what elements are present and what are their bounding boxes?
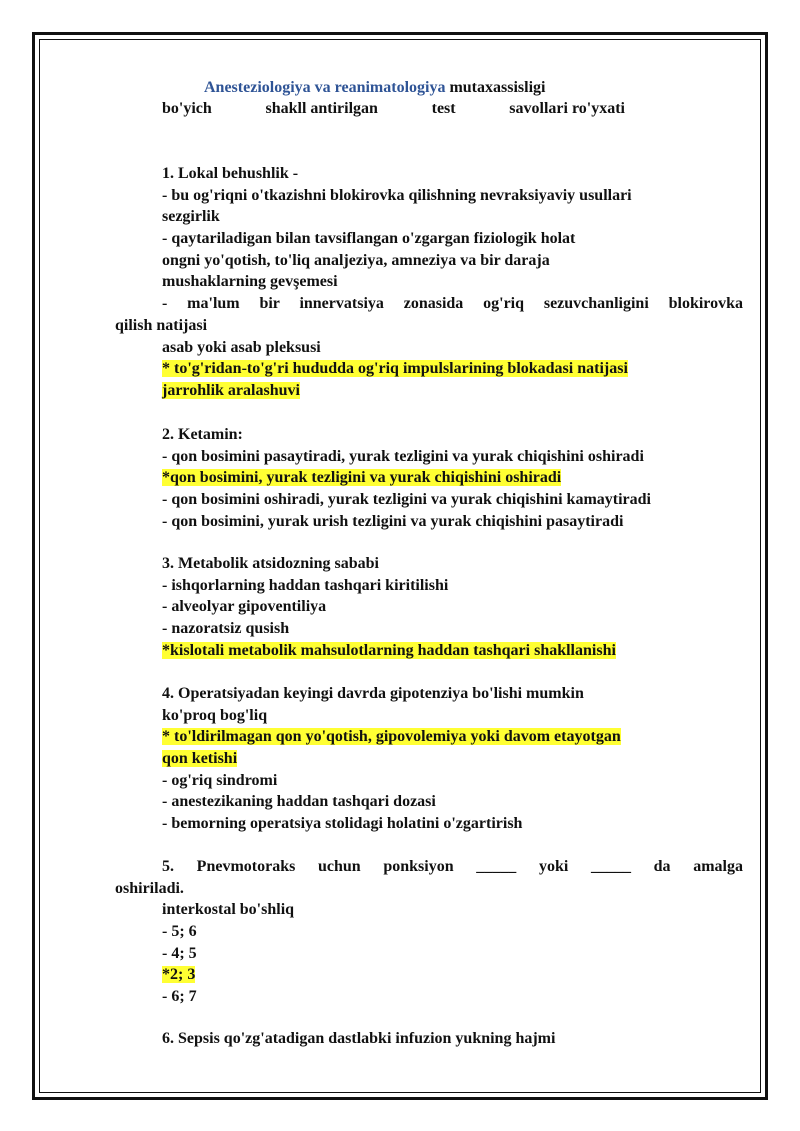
answer-option: - ishqorlarning haddan tashqari kiritilishi (162, 576, 449, 594)
correct-answer: *kislotali metabolik mahsulotlarning haddan tashqari shakllanishi (162, 641, 616, 659)
question-1 (115, 163, 743, 402)
question-title: 5. Pnevmotoraks uchun ponksiyon _____ yoki _____ da amalga (162, 858, 743, 875)
answer-option: - qon bosimini pasaytiradi, yurak tezligini va yurak chiqishini oshiradi (162, 447, 644, 465)
subtitle-word: bo'yich (162, 100, 212, 117)
question-title-cont: ko'proq bog'liq (162, 706, 268, 724)
title-rest: mutaxassisligi (449, 79, 546, 96)
question-title: 2. Ketamin: (162, 426, 243, 443)
correct-answer: *qon bosimini, yurak tezligini va yurak chiqishini oshiradi (162, 469, 562, 487)
question-3 (115, 553, 743, 661)
question-title: 6. Sepsis qo'zg'atadigan dastlabki infuzion yukning hajmi (162, 1030, 556, 1047)
answer-option: - anestezikaning haddan tashqari dozasi (162, 793, 436, 811)
answer-option: - qon bosimini, yurak urish tezligini va yurak chiqishini pasaytiradi (162, 512, 624, 530)
answer-option: - nazoratsiz qusish (162, 620, 290, 638)
answer-option-cont: mushaklarning gevşemesi (162, 273, 338, 291)
question-title-cont: oshiriladi. (115, 879, 184, 897)
answer-option: - bemorning operatsiya stolidagi holatini o'zgartirish (162, 815, 523, 833)
correct-answer: * to'ldirilmagan qon yo'qotish, gipovolemiya yoki davom etayotgan (162, 728, 621, 746)
question-2 (115, 424, 743, 532)
subtitle-word: shakll antirilgan (265, 100, 378, 117)
answer-option: - alveolyar gipoventiliya (162, 598, 327, 616)
title-specialty: Anesteziologiya va reanimatologiya (204, 79, 446, 96)
question-title: 3. Metabolik atsidozning sababi (162, 555, 379, 572)
answer-option: - qaytariladigan bilan tavsiflangan o'zgargan fiziologik holat (162, 230, 576, 248)
question-title: 4. Operatsiyadan keyingi davrda gipotenziya bo'lishi mumkin (162, 685, 584, 702)
question-4 (115, 683, 743, 835)
answer-option-cont: ongni yo'qotish, to'liq analjeziya, amneziya va bir daraja (162, 251, 550, 269)
subtitle-word: test (431, 100, 456, 117)
answer-option: - 4; 5 (162, 944, 197, 962)
answer-option: - ma'lum bir innervatsiya zonasida og'riq sezuvchanligini blokirovka (162, 295, 743, 313)
answer-option-cont: sezgirlik (162, 208, 220, 226)
correct-answer-cont: qon ketishi (162, 750, 238, 768)
correct-answer: * to'g'ridan-to'g'ri hududda og'riq impulslarining blokadasi natijasi (162, 360, 628, 378)
answer-option-cont: asab yoki asab pleksusi (162, 338, 321, 356)
answer-option-cont: qilish natijasi (115, 316, 208, 334)
answer-option: - og'riq sindromi (162, 771, 278, 789)
question-title: 1. Lokal behushlik - (162, 165, 299, 182)
answer-option: - 6; 7 (162, 988, 197, 1006)
answer-option: - bu og'riqni o'tkazishni blokirovka qilishning nevraksiyaviy usullari (162, 186, 632, 204)
document-title (204, 79, 545, 97)
document-subtitle (162, 100, 625, 118)
question-5 (115, 856, 743, 1008)
subtitle-word: savollari ro'yxati (509, 100, 625, 117)
question-6 (115, 1028, 743, 1050)
correct-answer: *2; 3 (162, 966, 196, 984)
answer-option: - 5; 6 (162, 923, 197, 941)
answer-option: - qon bosimini oshiradi, yurak tezligini va yurak chiqishini kamaytiradi (162, 491, 651, 509)
correct-answer-cont: jarrohlik aralashuvi (162, 381, 300, 399)
question-subtitle: interkostal bo'shliq (162, 901, 295, 919)
